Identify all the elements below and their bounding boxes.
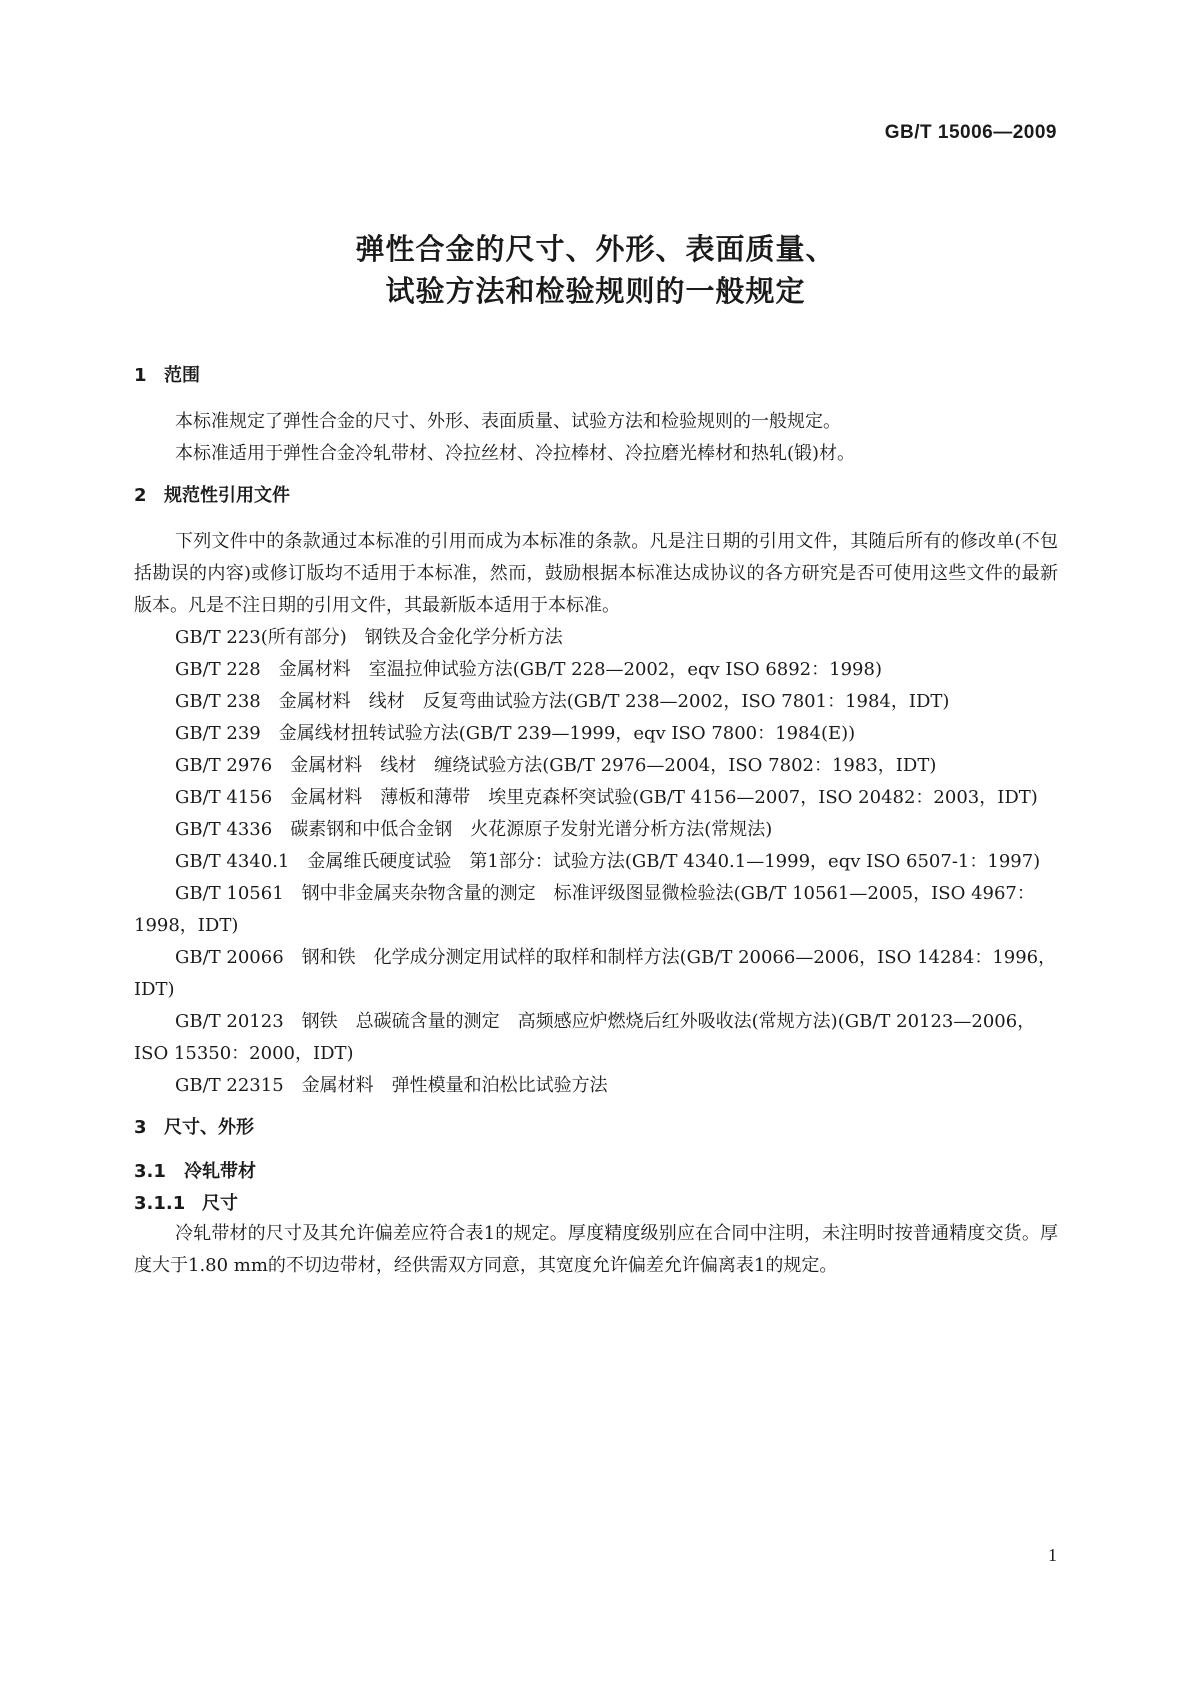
reference-item: GB/T 20123 钢铁 总碳硫含量的测定 高频感应炉燃烧后红外吸收法(常规方法)(GB/T 20123—2006，ISO 15350：2000，IDT) (134, 1011, 1036, 1064)
subsection-number: 3.1.1 (134, 1193, 186, 1214)
reference-item: GB/T 238 金属材料 线材 反复弯曲试验方法(GB/T 238—2002，ISO 7801：1984，IDT) (175, 691, 950, 712)
paragraph: 冷轧带材的尺寸及其允许偏差应符合表1的规定。厚度精度级别应在合同中注明，未注明时按普通精度交货。厚度大于1.80 mm的不切边带材，经供需双方同意，其宽度允许偏差允许偏离表1的规定。 (134, 1223, 1058, 1276)
standard-number: GB/T 15006—2009 (884, 122, 1057, 143)
reference-item: GB/T 2976 金属材料 线材 缠绕试验方法(GB/T 2976—2004，ISO 7802：1983，IDT) (175, 755, 937, 776)
section-title: 范围 (164, 365, 200, 386)
reference-item: GB/T 10561 钢中非金属夹杂物含量的测定 标准评级图显微检验法(GB/T 10561—2005，ISO 4967：1998，IDT) (134, 883, 1035, 936)
reference-item: GB/T 4336 碳素钢和中低合金钢 火花源原子发射光谱分析方法(常规法) (175, 819, 773, 840)
paragraph: 下列文件中的条款通过本标准的引用而成为本标准的条款。凡是注日期的引用文件，其随后所有的修改单(不包括勘误的内容)或修订版均不适用于本标准，然而，鼓励根据本标准达成协议的各方研究是否可使用这些文件的最新版本。凡是不注日期的引用文件，其最新版本适用于本标准。 (134, 531, 1058, 616)
section-2-heading (134, 480, 1058, 512)
section-title: 规范性引用文件 (164, 485, 290, 506)
section-title: 尺寸、外形 (164, 1117, 254, 1138)
document-title (0, 228, 1191, 312)
title-line-2: 试验方法和检验规则的一般规定 (385, 274, 806, 308)
subsection-3-1-1-heading (134, 1190, 1058, 1218)
reference-item: GB/T 4340.1 金属维氏硬度试验 第1部分：试验方法(GB/T 4340.1—1999，eqv ISO 6507-1：1997) (175, 851, 1041, 872)
subsection-title: 尺寸 (202, 1193, 238, 1214)
subsection-number: 3.1 (134, 1161, 166, 1182)
reference-item: GB/T 228 金属材料 室温拉伸试验方法(GB/T 228—2002，eqv ISO 6892：1998) (175, 659, 882, 680)
subsection-title: 冷轧带材 (184, 1161, 256, 1182)
reference-item: GB/T 20066 钢和铁 化学成分测定用试样的取样和制样方法(GB/T 20066—2006，ISO 14284：1996，IDT) (134, 947, 1057, 1000)
section-number: 1 (134, 365, 147, 386)
subsection-3-1-heading (134, 1158, 1058, 1186)
reference-item: GB/T 223(所有部分) 钢铁及合金化学分析方法 (175, 627, 563, 648)
section-3-heading (134, 1112, 1058, 1144)
reference-item: GB/T 22315 金属材料 弹性模量和泊松比试验方法 (175, 1075, 608, 1096)
section-1-heading (134, 360, 1058, 392)
paragraph: 本标准适用于弹性合金冷轧带材、冷拉丝材、冷拉棒材、冷拉磨光棒材和热轧(锻)材。 (175, 443, 856, 464)
title-line-1: 弹性合金的尺寸、外形、表面质量、 (355, 232, 836, 266)
document-body (134, 360, 1058, 1282)
reference-item: GB/T 4156 金属材料 薄板和薄带 埃里克森杯突试验(GB/T 4156—2007，ISO 20482：2003，IDT) (175, 787, 1038, 808)
page-number: 1 (1048, 1545, 1057, 1565)
paragraph: 本标准规定了弹性合金的尺寸、外形、表面质量、试验方法和检验规则的一般规定。 (175, 411, 841, 432)
section-number: 2 (134, 485, 147, 506)
reference-item: GB/T 239 金属线材扭转试验方法(GB/T 239—1999，eqv ISO 7800：1984(E)) (175, 723, 856, 744)
section-number: 3 (134, 1117, 147, 1138)
